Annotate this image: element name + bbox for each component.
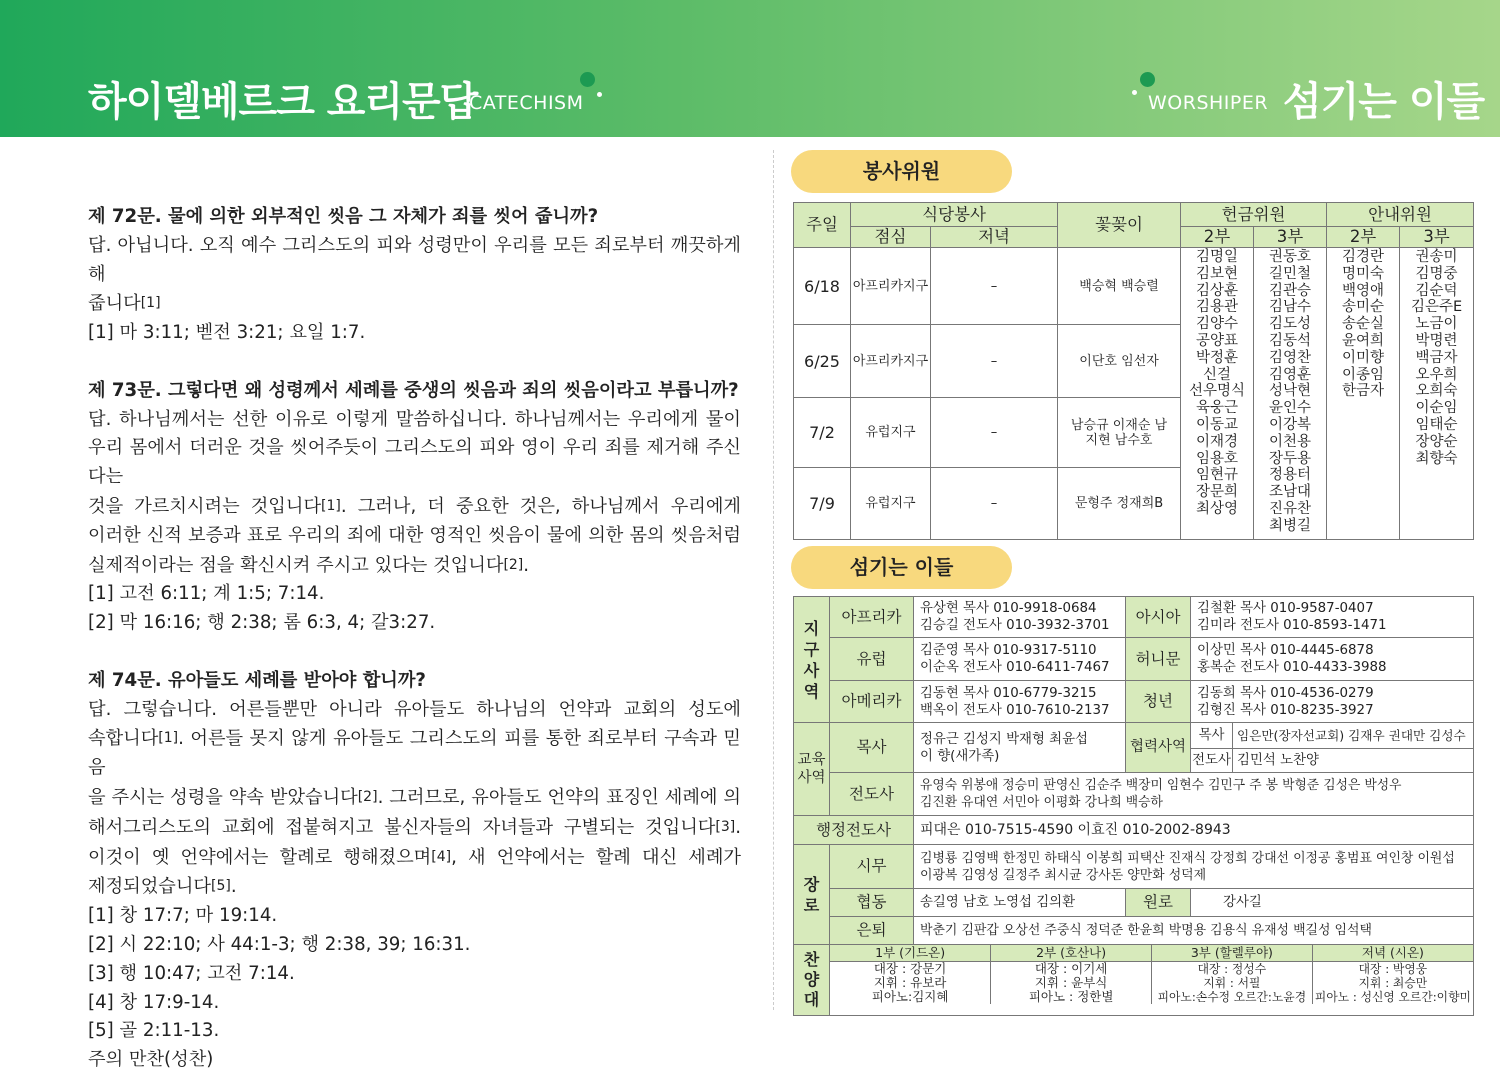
active-elder-list <box>914 845 1474 889</box>
header-offering-3: 3부 <box>1254 227 1327 248</box>
choir-line: 대장 : 박영웅 <box>1358 961 1428 976</box>
service-committee-pill: 봉사위원 <box>791 150 1012 193</box>
question-74: 제 74문. 유아들도 세례를 받아야 합니까? <box>88 669 426 691</box>
coop-label: 협력사역 <box>1126 723 1191 773</box>
contact-line: 김동현 목사 010-6779-3215 <box>920 685 1097 701</box>
reference: [4] 창 17:9-14. <box>88 991 220 1013</box>
reference: [2] 시 22:10; 사 44:1-3; 행 2:38, 39; 16:31. <box>88 933 471 955</box>
member-name: 최향숙 <box>1415 450 1458 467</box>
district-name: 청년 <box>1126 681 1191 723</box>
answer-74-line: 제정되었습니다[5]. <box>88 876 237 898</box>
member-name: 윤인수 <box>1269 400 1312 417</box>
header-usher-3: 3부 <box>1400 227 1474 248</box>
contact-line: 김형진 목사 010-8235-3927 <box>1197 702 1374 718</box>
footnote-mark: [4] <box>431 848 452 865</box>
district-name: 아메리카 <box>830 681 914 723</box>
choir-line: 대장 : 강문기 <box>873 960 947 976</box>
admin-label: 행정전도사 <box>794 816 914 845</box>
edu-pastor-label: 목사 <box>830 723 914 773</box>
column-divider <box>773 150 774 1010</box>
decor-dot-small-right <box>1132 90 1137 95</box>
member-name: 김양수 <box>1196 316 1239 333</box>
edu-pastor-line: 정유근 김성지 박재형 최윤섭 <box>920 731 1088 747</box>
member-name: 김영훈 <box>1269 366 1312 383</box>
member-name: 임용호 <box>1196 450 1239 467</box>
member-name: 정용터 <box>1269 467 1312 484</box>
choir-staff <box>991 961 1152 1004</box>
member-name: 이순임 <box>1415 400 1458 417</box>
member-name: 김명일 <box>1196 249 1239 265</box>
answer-72-line <box>88 289 741 319</box>
footnote-mark: [1] <box>140 295 161 312</box>
workers-pill: 섬기는 이들 <box>791 546 1012 589</box>
row-date: 7/2 <box>794 398 851 468</box>
choir-group-label <box>794 945 830 1016</box>
catechism-section <box>88 203 741 1074</box>
header-offering-2: 2부 <box>1181 227 1254 248</box>
choir-line: 피아노 : 성신영 오르간:이향미 <box>1314 989 1471 1004</box>
answer-74-line: 답. 그렇습니다. 어른들뿐만 아니라 유아들도 하나님의 언약과 교회의 성도에 <box>88 698 741 720</box>
answer-text: 제정되었습니다 <box>88 876 211 898</box>
row-date: 6/25 <box>794 325 851 398</box>
member-name: 선우명식 <box>1189 383 1246 400</box>
member-name: 김관승 <box>1269 282 1312 299</box>
district-name: 아프리카 <box>830 597 914 638</box>
reference: [2] 막 16:16; 행 2:38; 롬 6:3, 4; 갈3:27. <box>88 612 436 634</box>
member-name: 진유찬 <box>1269 500 1312 517</box>
answer-73-line <box>88 492 741 522</box>
district-name: 유럽 <box>830 638 914 681</box>
choir-head: 1부 (기드온) <box>830 945 991 961</box>
answer-text: 실제적이라는 점을 확신시켜 주시고 있다는 것입니다 <box>88 554 504 576</box>
member-name: 이강복 <box>1269 416 1312 433</box>
answer-text: . 그러나, 더 중요한 것은, 하나님께서 우리에게 <box>340 495 741 517</box>
member-name: 오우희 <box>1415 366 1458 383</box>
contact-line: 이순옥 전도사 010-6411-7467 <box>920 660 1110 675</box>
contact-line: 김준영 목사 010-9317-5110 <box>920 643 1097 658</box>
choir-table-cell <box>830 945 1474 1016</box>
assoc-elder-list: 송길영 남호 노영섭 김의환 <box>914 889 1126 917</box>
footnote-mark: [2] <box>357 788 378 805</box>
district-contacts <box>1191 638 1474 681</box>
admin-contacts: 피대은 010-7515-4590 이효진 010-2002-8943 <box>914 816 1474 845</box>
active-elder-line: 이광복 김영성 길정주 최시균 강사돈 양만화 성덕제 <box>920 867 1207 883</box>
row-lunch: 유럽지구 <box>851 398 931 468</box>
row-lunch: 아프리카지구 <box>851 325 931 398</box>
member-name: 김도성 <box>1269 316 1312 333</box>
retired-elder-list: 박춘기 김판갑 오상선 주중식 정덕준 한윤희 박명용 김용식 유재성 백길성 임석택 <box>914 917 1474 945</box>
district-contacts <box>1191 597 1474 638</box>
choir-staff <box>1312 961 1473 1004</box>
member-name: 오희숙 <box>1415 383 1458 400</box>
choir-staff <box>1152 961 1313 1004</box>
choir-line: 피아노:손수정 오르간:노윤경 <box>1157 989 1307 1004</box>
contact-line: 김승길 전도사 010-3932-3701 <box>920 618 1110 633</box>
row-dinner: – <box>931 468 1058 540</box>
contact-line: 유상현 목사 010-9918-0684 <box>920 601 1097 616</box>
choir-line: 대장 : 정성수 <box>1197 961 1267 976</box>
member-name: 성낙현 <box>1269 383 1312 400</box>
row-dinner: – <box>931 398 1058 468</box>
district-name: 허니문 <box>1126 638 1191 681</box>
offering-3-list <box>1254 248 1327 540</box>
district-label-text: 지구사역 <box>803 618 820 701</box>
row-flower: 백승혁 백승렬 <box>1058 248 1181 325</box>
member-name: 김상훈 <box>1196 282 1239 299</box>
member-name: 이종임 <box>1342 366 1385 383</box>
footnote-mark: [2] <box>503 556 524 573</box>
catechism-subtitle: CATECHISM <box>469 92 584 114</box>
footnote-mark: [1] <box>321 497 341 514</box>
member-name: 김보현 <box>1196 265 1239 282</box>
answer-text: 줍니다 <box>88 293 141 315</box>
worshiper-subtitle: WORSHIPER <box>1148 92 1269 114</box>
answer-text: . 어른들 못지 않게 유아들도 그리스도의 피를 통한 죄로부터 구속과 믿음 <box>88 728 741 779</box>
member-name: 김순덕 <box>1415 282 1458 299</box>
member-name: 송순실 <box>1342 316 1385 333</box>
decor-dot-large-left <box>580 72 595 87</box>
footnote-mark: [1] <box>158 730 179 747</box>
contact-line: 이상민 목사 010-4445-6878 <box>1197 643 1374 658</box>
edu-evan-label: 전도사 <box>830 773 914 816</box>
answer-text: 속합니다 <box>88 728 159 750</box>
retired-elder-label: 은퇴 <box>830 917 914 945</box>
answer-73-line: 답. 하나님께서는 선한 이유로 이렇게 말씀하십니다. 하나님께서는 우리에게 물이 <box>88 408 741 430</box>
row-dinner: – <box>931 248 1058 325</box>
member-name: 길민철 <box>1269 265 1312 282</box>
answer-72-line: 답. 아닙니다. 오직 예수 그리스도의 피와 성령만이 우리를 모든 죄로부터 깨끗하게 해 <box>88 234 741 285</box>
usher-2-list <box>1327 248 1400 540</box>
choir-line: 지휘 : 최승만 <box>1358 975 1428 990</box>
reference: [5] 골 2:11-13. <box>88 1020 220 1042</box>
member-name: 공양표 <box>1196 332 1239 349</box>
contact-line: 김동희 목사 010-4536-0279 <box>1197 685 1374 701</box>
member-name: 김경란 <box>1342 249 1385 265</box>
contact-line: 백옥이 전도사 010-7610-2137 <box>920 702 1110 718</box>
answer-text: 해서그리스도의 교회에 접붙혀지고 불신자들의 자녀들과 구별되는 것입니다 <box>88 816 716 838</box>
district-contacts <box>914 638 1126 681</box>
answer-text: 을 주시는 성령을 약속 받았습니다 <box>88 786 358 808</box>
contact-line: 김미라 전도사 010-8593-1471 <box>1197 618 1387 633</box>
choir-line: 지휘 : 윤부식 <box>1034 974 1108 990</box>
row-lunch: 아프리카지구 <box>851 248 931 325</box>
education-label-text: 교육사역 <box>797 752 826 786</box>
choir-head: 3부 (할렐루야) <box>1152 945 1313 961</box>
choir-head: 2부 (호산나) <box>991 945 1152 961</box>
answer-73-line: 실제적이라는 점을 확신시켜 주시고 있다는 것입니다[2]. <box>88 554 530 576</box>
choir-line: 피아노:김지혜 <box>871 988 949 1004</box>
member-name: 한금자 <box>1342 383 1385 400</box>
choir-label-text: 찬양대 <box>803 950 820 1009</box>
header-date: 주일 <box>794 203 851 248</box>
reference: [1] 창 17:7; 마 19:14. <box>88 905 278 927</box>
header-usher-2: 2부 <box>1327 227 1400 248</box>
member-name: 백금자 <box>1415 349 1458 366</box>
edu-evan-line: 유영숙 위봉애 정승미 판영신 김순주 백장미 임현수 김민구 주 봉 박형준 김성은 박성우 <box>920 778 1402 793</box>
answer-74-line <box>88 783 741 813</box>
answer-text: , 새 언약에서는 할례 대신 세례가 <box>451 846 741 868</box>
workers-table <box>793 596 1474 1016</box>
assoc-elder-label: 협동 <box>830 889 914 917</box>
coop-evan-list: 김민석 노찬양 <box>1233 749 1474 773</box>
usher-3-list <box>1400 248 1474 540</box>
header-flower: 꽃꽂이 <box>1058 203 1181 248</box>
header-offering: 헌금위원 <box>1181 203 1327 227</box>
choir-head: 저녁 (시온) <box>1312 945 1473 961</box>
header-usher: 안내위원 <box>1327 203 1474 227</box>
footnote-mark: [5] <box>210 878 231 895</box>
reference: [3] 행 10:47; 고전 7:14. <box>88 962 295 984</box>
district-contacts <box>914 597 1126 638</box>
row-lunch: 유럽지구 <box>851 468 931 540</box>
decor-dot-large-right <box>1140 72 1155 87</box>
member-name: 이천용 <box>1269 433 1312 450</box>
member-name: 명미숙 <box>1342 265 1385 282</box>
reference: [1] 고전 6:11; 계 1:5; 7:14. <box>88 583 325 605</box>
contact-line: 홍복순 전도사 010-4433-3988 <box>1197 660 1387 675</box>
district-contacts <box>1191 681 1474 723</box>
answer-74-line <box>88 843 741 873</box>
row-flower: 문형주 정재희B <box>1058 468 1181 540</box>
education-group-label <box>794 723 830 816</box>
member-name: 최상영 <box>1196 500 1239 517</box>
offering-2-list <box>1181 248 1254 540</box>
header-lunch: 점심 <box>851 227 931 248</box>
member-name: 임태순 <box>1415 416 1458 433</box>
choir-line: 피아노 : 정한별 <box>1028 988 1114 1004</box>
member-name: 김은주E <box>1410 299 1463 316</box>
elder-group-label <box>794 845 830 945</box>
member-name: 조남대 <box>1269 484 1312 501</box>
edu-evan-list <box>914 773 1474 816</box>
member-name: 김용관 <box>1196 299 1239 316</box>
edu-pastor-line: 이 향(새가족) <box>920 748 1000 764</box>
elder-label-text: 장로 <box>803 874 820 915</box>
member-name: 임현규 <box>1196 467 1239 484</box>
emeritus-list: 강사길 <box>1191 889 1474 917</box>
member-name: 권송미 <box>1415 249 1458 265</box>
question-72: 제 72문. 물에 의한 외부적인 씻음 그 자체가 죄를 씻어 줍니까? <box>88 206 599 227</box>
coop-pastor-label: 목사 <box>1191 723 1233 749</box>
member-name: 장양순 <box>1415 433 1458 450</box>
answer-text: 이것이 옛 언약에서는 할례로 행해졌으며 <box>88 846 432 868</box>
member-name: 백영애 <box>1342 282 1385 299</box>
reference: [1] 마 3:11; 벧전 3:21; 요일 1:7. <box>88 322 366 344</box>
member-name: 박정훈 <box>1196 349 1239 366</box>
member-name: 노금이 <box>1415 316 1458 333</box>
member-name: 장두용 <box>1269 450 1312 467</box>
member-name: 육웅근 <box>1196 400 1239 417</box>
worshiper-title: 섬기는 이들 <box>1283 79 1485 125</box>
answer-74-line: 해서그리스도의 교회에 접붙혀지고 불신자들의 자녀들과 구별되는 것입니다[3]. <box>88 816 741 838</box>
district-name: 아시아 <box>1126 597 1191 638</box>
header-meal: 식당봉사 <box>851 203 1058 227</box>
member-name: 최병길 <box>1269 517 1312 534</box>
active-elder-label: 시무 <box>830 845 914 889</box>
footnote-mark: [3] <box>715 818 736 835</box>
choir-line: 지휘 : 유보라 <box>873 974 947 990</box>
question-73: 제 73문. 그렇다면 왜 성령께서 세례를 중생의 씻음과 죄의 씻음이라고 부릅니까? <box>88 379 739 401</box>
closing-note: 주의 만찬(성찬) <box>88 1049 214 1071</box>
row-dinner: – <box>931 325 1058 398</box>
row-flower: 이단호 임선자 <box>1058 325 1181 398</box>
catechism-title: 하이델베르크 요리문답 <box>88 79 478 125</box>
row-flower: 남승규 이재순 남지현 남수호 <box>1058 398 1181 468</box>
member-name: 이미향 <box>1342 349 1385 366</box>
service-committee-table <box>793 202 1474 540</box>
answer-73-line: 이러한 신적 보증과 표로 우리의 죄에 대한 영적인 씻음이 물에 의한 몸의 씻음처럼 <box>88 524 741 546</box>
contact-line: 김철환 목사 010-9587-0407 <box>1197 601 1374 616</box>
edu-evan-line: 김진환 유대연 서민아 이평화 강나희 백승하 <box>920 795 1163 810</box>
answer-74-line <box>88 724 741 783</box>
edu-pastor-list <box>914 723 1126 773</box>
member-name: 김동석 <box>1269 332 1312 349</box>
row-date: 7/9 <box>794 468 851 540</box>
member-name: 윤여희 <box>1342 332 1385 349</box>
member-name: 김남수 <box>1269 299 1312 316</box>
answer-text: 것을 가르치시려는 것입니다 <box>88 495 322 517</box>
emeritus-label: 원로 <box>1126 889 1191 917</box>
member-name: 이동교 <box>1196 416 1239 433</box>
district-group-label <box>794 597 830 723</box>
active-elder-line: 김병룡 김영백 한정민 하태식 이봉희 피택산 진재식 강정희 강대선 이정공 홍범표 여인창 이원섭 <box>920 850 1455 866</box>
coop-evan-label: 전도사 <box>1191 749 1233 773</box>
member-name: 신걸 <box>1203 366 1232 383</box>
answer-text: . 그러므로, 유아들도 언약의 표징인 세례에 의 <box>377 786 741 808</box>
choir-staff <box>830 961 991 1004</box>
row-date: 6/18 <box>794 248 851 325</box>
header-dinner: 저녁 <box>931 227 1058 248</box>
member-name: 박명련 <box>1415 332 1458 349</box>
member-name: 김영찬 <box>1269 349 1312 366</box>
choir-table <box>830 945 1473 1004</box>
member-name: 이재경 <box>1196 433 1239 450</box>
choir-line: 지휘 : 서필 <box>1203 975 1261 990</box>
member-name: 김명중 <box>1415 265 1458 282</box>
member-name: 송미순 <box>1342 299 1385 316</box>
district-contacts <box>914 681 1126 723</box>
member-name: 장문희 <box>1196 484 1239 501</box>
answer-73-line: 우리 몸에서 더러운 것을 씻어주듯이 그리스도의 피와 영이 우리 죄를 제거해 주신다는 <box>88 437 741 488</box>
decor-dot-small-left <box>597 92 602 97</box>
choir-line: 대장 : 이기세 <box>1034 960 1108 976</box>
page-header <box>0 0 1500 137</box>
member-name: 권동호 <box>1269 249 1312 265</box>
coop-pastor-list: 임은만(장자선교회) 김재우 권대만 김성수 <box>1233 723 1474 749</box>
